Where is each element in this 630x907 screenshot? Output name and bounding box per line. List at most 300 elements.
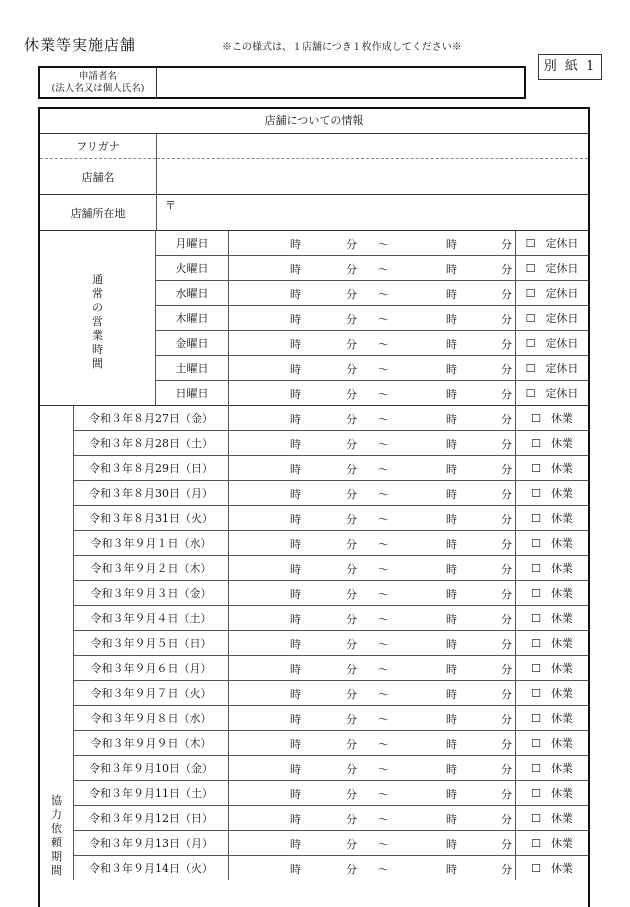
- closed-checkbox[interactable]: [516, 856, 588, 880]
- date-row: [74, 831, 588, 856]
- hour-end-unit: 時: [446, 313, 457, 326]
- range-separator: 〜: [378, 413, 389, 426]
- range-separator: 〜: [378, 238, 389, 251]
- date-row: [74, 531, 588, 556]
- hour-end-unit: 時: [446, 338, 457, 351]
- checkbox-icon[interactable]: ☐: [525, 336, 536, 350]
- minute-end-unit: 分: [501, 863, 512, 876]
- hour-start-unit: 時: [290, 238, 301, 251]
- checkbox-icon[interactable]: ☐: [531, 586, 541, 600]
- closed-label: 休業: [550, 662, 573, 675]
- date-row-label: 令和３年９月２日（木）: [74, 556, 229, 580]
- checkbox-icon[interactable]: ☐: [531, 536, 541, 550]
- time-range-field[interactable]: [229, 256, 516, 280]
- closed-checkbox[interactable]: [516, 706, 588, 730]
- checkbox-icon[interactable]: ☐: [525, 311, 536, 325]
- date-row: [74, 656, 588, 681]
- minute-end-unit: 分: [501, 488, 512, 501]
- hour-start-unit: 時: [290, 363, 301, 376]
- hour-end-unit: 時: [446, 663, 457, 676]
- cooperation-period-rows: [74, 406, 588, 880]
- time-range-field[interactable]: [229, 706, 516, 730]
- minute-end-unit: 分: [501, 438, 512, 451]
- closed-label: 休業: [550, 687, 573, 700]
- checkbox-icon[interactable]: ☐: [531, 636, 541, 650]
- date-row-label: 令和３年９月13日（月）: [74, 831, 229, 855]
- hour-start-unit: 時: [290, 263, 301, 276]
- closed-label: 休業: [550, 487, 573, 500]
- store-address-row: [40, 195, 588, 231]
- time-range-field[interactable]: [229, 756, 516, 780]
- hour-end-unit: 時: [446, 438, 457, 451]
- range-separator: 〜: [378, 688, 389, 701]
- checkbox-icon[interactable]: ☐: [531, 761, 541, 775]
- regular-hours-label-char: 時: [92, 343, 103, 356]
- minute-start-unit: 分: [346, 338, 357, 351]
- closed-checkbox[interactable]: [516, 581, 588, 605]
- checkbox-icon[interactable]: ☐: [531, 611, 541, 625]
- closed-label: 定休日: [545, 312, 579, 325]
- closed-checkbox[interactable]: [516, 231, 588, 255]
- hour-end-unit: 時: [446, 838, 457, 851]
- closed-label: 休業: [550, 762, 573, 775]
- checkbox-icon[interactable]: ☐: [531, 661, 541, 675]
- cooperation-period-label-char: 期: [51, 850, 62, 863]
- closed-checkbox[interactable]: [516, 531, 588, 555]
- closed-checkbox[interactable]: [516, 606, 588, 630]
- minute-end-unit: 分: [501, 238, 512, 251]
- date-row-label: 令和３年９月８日（水）: [74, 706, 229, 730]
- hour-start-unit: 時: [290, 538, 301, 551]
- range-separator: 〜: [378, 338, 389, 351]
- checkbox-icon[interactable]: ☐: [525, 361, 536, 375]
- cooperation-period-label-char: 間: [51, 864, 62, 877]
- minute-start-unit: 分: [346, 638, 357, 651]
- range-separator: 〜: [378, 738, 389, 751]
- date-row-label: 令和３年９月１日（水）: [74, 531, 229, 555]
- hour-start-unit: 時: [290, 838, 301, 851]
- closed-label: 定休日: [545, 237, 579, 250]
- checkbox-icon[interactable]: ☐: [525, 286, 536, 300]
- minute-start-unit: 分: [346, 363, 357, 376]
- range-separator: 〜: [378, 263, 389, 276]
- minute-end-unit: 分: [501, 263, 512, 276]
- checkbox-icon[interactable]: ☐: [525, 236, 536, 250]
- weekday-row-label: 水曜日: [156, 281, 229, 305]
- checkbox-icon[interactable]: ☐: [525, 386, 536, 400]
- hour-end-unit: 時: [446, 363, 457, 376]
- postal-mark: 〒: [165, 199, 176, 212]
- hour-start-unit: 時: [290, 788, 301, 801]
- time-range-field[interactable]: [229, 231, 516, 255]
- hour-end-unit: 時: [446, 238, 457, 251]
- hour-end-unit: 時: [446, 863, 457, 876]
- date-row-label: 令和３年９月12日（日）: [74, 806, 229, 830]
- closed-checkbox[interactable]: [516, 731, 588, 755]
- minute-end-unit: 分: [501, 313, 512, 326]
- checkbox-icon[interactable]: ☐: [531, 436, 541, 450]
- minute-start-unit: 分: [346, 513, 357, 526]
- closed-checkbox[interactable]: [516, 631, 588, 655]
- minute-start-unit: 分: [346, 713, 357, 726]
- date-row-label: 令和３年９月５日（日）: [74, 631, 229, 655]
- minute-end-unit: 分: [501, 663, 512, 676]
- weekday-row-label: 土曜日: [156, 356, 229, 380]
- weekday-row: [156, 281, 588, 306]
- range-separator: 〜: [378, 488, 389, 501]
- checkbox-icon[interactable]: ☐: [531, 786, 541, 800]
- minute-end-unit: 分: [501, 763, 512, 776]
- hour-start-unit: 時: [290, 313, 301, 326]
- cooperation-period-label-char: 頼: [51, 836, 62, 849]
- date-row: [74, 681, 588, 706]
- minute-end-unit: 分: [501, 688, 512, 701]
- range-separator: 〜: [378, 713, 389, 726]
- closed-label: 休業: [550, 737, 573, 750]
- closed-checkbox[interactable]: [516, 331, 588, 355]
- date-row-label: 令和３年９月３日（金）: [74, 581, 229, 605]
- date-row: [74, 481, 588, 506]
- minute-start-unit: 分: [346, 438, 357, 451]
- minute-start-unit: 分: [346, 238, 357, 251]
- hour-end-unit: 時: [446, 388, 457, 401]
- time-range-field[interactable]: [229, 581, 516, 605]
- hour-start-unit: 時: [290, 763, 301, 776]
- closed-label: 定休日: [545, 262, 579, 275]
- checkbox-icon[interactable]: ☐: [531, 711, 541, 725]
- checkbox-icon[interactable]: ☐: [531, 811, 541, 825]
- time-range-field[interactable]: [229, 731, 516, 755]
- hour-start-unit: 時: [290, 713, 301, 726]
- weekday-row-label: 月曜日: [156, 231, 229, 255]
- weekday-row-label: 木曜日: [156, 306, 229, 330]
- closed-checkbox[interactable]: [516, 306, 588, 330]
- checkbox-icon[interactable]: ☐: [531, 836, 541, 850]
- date-row: [74, 406, 588, 431]
- minute-start-unit: 分: [346, 263, 357, 276]
- applicant-label-line2: (法人名又は個人氏名): [51, 82, 145, 94]
- cooperation-period-label: [40, 406, 74, 880]
- weekday-row: [156, 256, 588, 281]
- range-separator: 〜: [378, 538, 389, 551]
- date-row: [74, 631, 588, 656]
- minute-start-unit: 分: [346, 738, 357, 751]
- closed-checkbox[interactable]: [516, 806, 588, 830]
- weekday-row: [156, 231, 588, 256]
- weekday-row: [156, 306, 588, 331]
- hour-start-unit: 時: [290, 613, 301, 626]
- date-row: [74, 856, 588, 880]
- range-separator: 〜: [378, 788, 389, 801]
- closed-checkbox[interactable]: [516, 481, 588, 505]
- minute-end-unit: 分: [501, 613, 512, 626]
- form-title: 休業等実施店舗: [24, 36, 137, 54]
- attachment-label: 別 紙 1: [538, 54, 602, 80]
- date-row: [74, 456, 588, 481]
- hour-start-unit: 時: [290, 813, 301, 826]
- minute-start-unit: 分: [346, 813, 357, 826]
- minute-end-unit: 分: [501, 588, 512, 601]
- range-separator: 〜: [378, 563, 389, 576]
- minute-end-unit: 分: [501, 538, 512, 551]
- checkbox-icon[interactable]: ☐: [531, 461, 541, 475]
- weekday-row: [156, 381, 588, 405]
- hour-start-unit: 時: [290, 638, 301, 651]
- range-separator: 〜: [378, 613, 389, 626]
- hour-end-unit: 時: [446, 813, 457, 826]
- time-range-field[interactable]: [229, 806, 516, 830]
- closed-checkbox[interactable]: [516, 356, 588, 380]
- store-address-field[interactable]: [157, 195, 588, 230]
- hour-end-unit: 時: [446, 763, 457, 776]
- closed-checkbox[interactable]: [516, 781, 588, 805]
- hour-end-unit: 時: [446, 413, 457, 426]
- date-row-label: 令和３年９月11日（土）: [74, 781, 229, 805]
- minute-end-unit: 分: [501, 638, 512, 651]
- hour-end-unit: 時: [446, 713, 457, 726]
- closed-label: 休業: [550, 512, 573, 525]
- minute-start-unit: 分: [346, 863, 357, 876]
- hour-end-unit: 時: [446, 288, 457, 301]
- range-separator: 〜: [378, 588, 389, 601]
- hour-end-unit: 時: [446, 463, 457, 476]
- checkbox-icon[interactable]: ☐: [531, 411, 541, 425]
- date-row-label: 令和３年９月９日（木）: [74, 731, 229, 755]
- hour-end-unit: 時: [446, 263, 457, 276]
- form-note: ※この様式は、１店舗につき１枚作成してください※: [222, 42, 462, 53]
- range-separator: 〜: [378, 638, 389, 651]
- closed-label: 定休日: [545, 287, 579, 300]
- range-separator: 〜: [378, 838, 389, 851]
- weekday-row: [156, 331, 588, 356]
- minute-end-unit: 分: [501, 563, 512, 576]
- furigana-label: フリガナ: [40, 134, 156, 159]
- store-address-label: 店舗所在地: [40, 195, 157, 230]
- range-separator: 〜: [378, 863, 389, 876]
- minute-end-unit: 分: [501, 388, 512, 401]
- closed-label: 休業: [550, 462, 573, 475]
- regular-hours-section: [40, 231, 588, 406]
- minute-start-unit: 分: [346, 763, 357, 776]
- time-range-field[interactable]: [229, 331, 516, 355]
- closed-label: 休業: [550, 437, 573, 450]
- minute-start-unit: 分: [346, 313, 357, 326]
- closed-checkbox[interactable]: [516, 506, 588, 530]
- regular-hours-rows: [156, 231, 588, 405]
- time-range-field[interactable]: [229, 556, 516, 580]
- time-range-field[interactable]: [229, 456, 516, 480]
- date-row-label: 令和３年８月27日（金）: [74, 406, 229, 430]
- hour-end-unit: 時: [446, 563, 457, 576]
- minute-end-unit: 分: [501, 338, 512, 351]
- minute-start-unit: 分: [346, 588, 357, 601]
- date-row: [74, 581, 588, 606]
- store-name-values: [157, 134, 588, 194]
- minute-end-unit: 分: [501, 513, 512, 526]
- range-separator: 〜: [378, 663, 389, 676]
- checkbox-icon[interactable]: ☐: [531, 686, 541, 700]
- regular-hours-label-char: 間: [92, 357, 103, 370]
- closed-label: 休業: [550, 562, 573, 575]
- furigana-field[interactable]: [157, 134, 588, 159]
- range-separator: 〜: [378, 438, 389, 451]
- weekday-row-label: 金曜日: [156, 331, 229, 355]
- closed-label: 休業: [550, 587, 573, 600]
- closed-checkbox[interactable]: [516, 656, 588, 680]
- minute-end-unit: 分: [501, 363, 512, 376]
- time-range-field[interactable]: [229, 381, 516, 405]
- closed-checkbox[interactable]: [516, 256, 588, 280]
- closed-checkbox[interactable]: [516, 556, 588, 580]
- hour-end-unit: 時: [446, 513, 457, 526]
- hour-end-unit: 時: [446, 688, 457, 701]
- time-range-field[interactable]: [229, 681, 516, 705]
- hour-start-unit: 時: [290, 463, 301, 476]
- hour-start-unit: 時: [290, 388, 301, 401]
- date-row: [74, 606, 588, 631]
- time-range-field[interactable]: [229, 506, 516, 530]
- closed-label: 休業: [550, 837, 573, 850]
- store-name-labels: [40, 134, 157, 194]
- hour-start-unit: 時: [290, 438, 301, 451]
- cooperation-period-label-char: 協: [51, 794, 62, 807]
- hour-start-unit: 時: [290, 663, 301, 676]
- closed-checkbox[interactable]: [516, 756, 588, 780]
- hour-end-unit: 時: [446, 638, 457, 651]
- date-row-label: 令和３年８月29日（日）: [74, 456, 229, 480]
- closed-label: 休業: [550, 612, 573, 625]
- date-row: [74, 556, 588, 581]
- date-row: [74, 756, 588, 781]
- applicant-name-field[interactable]: [157, 68, 524, 97]
- time-range-field[interactable]: [229, 631, 516, 655]
- date-row: [74, 806, 588, 831]
- store-name-row: [40, 134, 588, 195]
- date-row-label: 令和３年９月10日（金）: [74, 756, 229, 780]
- closed-checkbox[interactable]: [516, 456, 588, 480]
- date-row-label: 令和３年９月６日（月）: [74, 656, 229, 680]
- time-range-field[interactable]: [229, 356, 516, 380]
- range-separator: 〜: [378, 513, 389, 526]
- range-separator: 〜: [378, 463, 389, 476]
- closed-checkbox[interactable]: [516, 431, 588, 455]
- hour-start-unit: 時: [290, 863, 301, 876]
- checkbox-icon[interactable]: ☐: [525, 261, 536, 275]
- cooperation-period-label-char: 依: [51, 822, 62, 835]
- closed-checkbox[interactable]: [516, 406, 588, 430]
- minute-start-unit: 分: [346, 838, 357, 851]
- hour-start-unit: 時: [290, 288, 301, 301]
- store-name-label: 店舗名: [81, 170, 115, 184]
- checkbox-icon[interactable]: ☐: [531, 861, 541, 875]
- weekday-row-label: 火曜日: [156, 256, 229, 280]
- time-range-field[interactable]: [229, 606, 516, 630]
- time-range-field[interactable]: [229, 531, 516, 555]
- minute-end-unit: 分: [501, 788, 512, 801]
- minute-start-unit: 分: [346, 463, 357, 476]
- checkbox-icon[interactable]: ☐: [531, 511, 541, 525]
- closed-checkbox[interactable]: [516, 831, 588, 855]
- hour-end-unit: 時: [446, 588, 457, 601]
- closed-checkbox[interactable]: [516, 381, 588, 405]
- range-separator: 〜: [378, 363, 389, 376]
- weekday-row: [156, 356, 588, 381]
- time-range-field[interactable]: [229, 406, 516, 430]
- minute-start-unit: 分: [346, 613, 357, 626]
- checkbox-icon[interactable]: ☐: [531, 486, 541, 500]
- closed-label: 定休日: [545, 337, 579, 350]
- store-info-table: [38, 107, 590, 907]
- closed-checkbox[interactable]: [516, 281, 588, 305]
- hour-start-unit: 時: [290, 688, 301, 701]
- regular-hours-label-char: 業: [92, 329, 103, 342]
- minute-end-unit: 分: [501, 813, 512, 826]
- regular-hours-label: [40, 231, 156, 405]
- date-row: [74, 431, 588, 456]
- applicant-label: [40, 68, 157, 97]
- applicant-row: [38, 66, 526, 99]
- store-info-heading: 店舗についての情報: [40, 109, 588, 134]
- date-row: [74, 781, 588, 806]
- checkbox-icon[interactable]: ☐: [531, 736, 541, 750]
- range-separator: 〜: [378, 813, 389, 826]
- minute-start-unit: 分: [346, 788, 357, 801]
- closed-label: 休業: [550, 412, 573, 425]
- closed-label: 休業: [550, 862, 573, 875]
- cooperation-period-label-char: 力: [51, 808, 62, 821]
- hour-end-unit: 時: [446, 538, 457, 551]
- time-range-field[interactable]: [229, 431, 516, 455]
- hour-start-unit: 時: [290, 338, 301, 351]
- weekday-row-label: 日曜日: [156, 381, 229, 405]
- time-range-field[interactable]: [229, 781, 516, 805]
- minute-end-unit: 分: [501, 713, 512, 726]
- minute-start-unit: 分: [346, 688, 357, 701]
- regular-hours-label-char: 通: [92, 273, 103, 286]
- time-range-field[interactable]: [229, 281, 516, 305]
- regular-hours-label-char: 営: [92, 315, 103, 328]
- time-range-field[interactable]: [229, 856, 516, 880]
- date-row-label: 令和３年８月31日（火）: [74, 506, 229, 530]
- range-separator: 〜: [378, 763, 389, 776]
- range-separator: 〜: [378, 388, 389, 401]
- hour-start-unit: 時: [290, 488, 301, 501]
- closed-label: 定休日: [545, 362, 579, 375]
- minute-start-unit: 分: [346, 488, 357, 501]
- time-range-field[interactable]: [229, 831, 516, 855]
- checkbox-icon[interactable]: ☐: [531, 561, 541, 575]
- hour-start-unit: 時: [290, 563, 301, 576]
- time-range-field[interactable]: [229, 306, 516, 330]
- minute-start-unit: 分: [346, 563, 357, 576]
- date-row-label: 令和３年８月28日（土）: [74, 431, 229, 455]
- hour-start-unit: 時: [290, 738, 301, 751]
- closed-checkbox[interactable]: [516, 681, 588, 705]
- time-range-field[interactable]: [229, 481, 516, 505]
- closed-label: 休業: [550, 712, 573, 725]
- hour-end-unit: 時: [446, 788, 457, 801]
- time-range-field[interactable]: [229, 656, 516, 680]
- hour-end-unit: 時: [446, 613, 457, 626]
- store-name-field[interactable]: [157, 159, 588, 194]
- closed-label: 休業: [550, 787, 573, 800]
- hour-end-unit: 時: [446, 738, 457, 751]
- minute-start-unit: 分: [346, 663, 357, 676]
- range-separator: 〜: [378, 313, 389, 326]
- date-row: [74, 731, 588, 756]
- date-row-label: 令和３年９月４日（土）: [74, 606, 229, 630]
- regular-hours-label-char: の: [92, 301, 103, 314]
